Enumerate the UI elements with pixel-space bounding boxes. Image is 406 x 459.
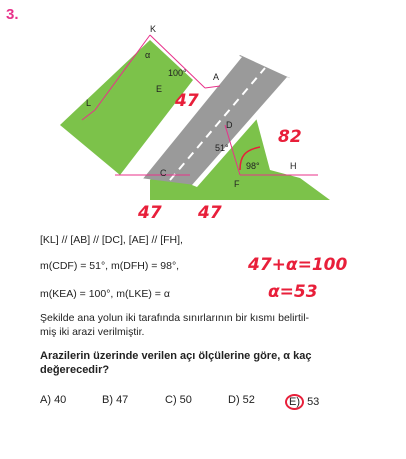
given-line-1: [KL] // [AB] // [DC], [AE] // [FH], xyxy=(40,234,183,246)
label-c: C xyxy=(160,168,167,178)
option-e-circle: E) xyxy=(285,394,304,410)
label-k: K xyxy=(150,24,157,34)
label-h: H xyxy=(290,161,297,171)
given-line-2: m(CDF) = 51°, m(DFH) = 98°, xyxy=(40,260,180,272)
handwritten-47-left: 47 xyxy=(138,203,162,223)
question-paragraph: Şekilde ana yolun iki tarafında sınırlarının bir kısmı belirtil- miş iki arazi verilmiştir. xyxy=(40,312,310,338)
label-a: A xyxy=(213,72,220,82)
question-number: 3. xyxy=(6,6,19,23)
label-f: F xyxy=(234,179,240,189)
handwritten-47-top: 47 xyxy=(175,91,199,111)
option-b[interactable]: B) 47 xyxy=(102,394,129,406)
label-l: L xyxy=(86,98,92,108)
geometry-figure xyxy=(0,0,406,225)
option-c[interactable]: C) 50 xyxy=(165,394,192,406)
handwritten-equation-2: α=53 xyxy=(268,282,318,302)
handwritten-82: 82 xyxy=(278,127,302,147)
option-a[interactable]: A) 40 xyxy=(40,394,67,406)
handwritten-equation-1: 47+α=100 xyxy=(248,255,348,275)
label-angle-100: 100° xyxy=(168,68,187,78)
given-line-3: m(KEA) = 100°, m(LKE) = α xyxy=(40,288,170,300)
option-e[interactable]: E) 53 xyxy=(285,394,319,410)
question-prompt: Arazilerin üzerinde verilen açı ölçülerine göre, α kaç değerecedir? xyxy=(40,350,312,376)
label-d: D xyxy=(226,120,233,130)
option-d[interactable]: D) 52 xyxy=(228,394,255,406)
handwritten-47-right: 47 xyxy=(198,203,222,223)
label-e: E xyxy=(156,84,163,94)
label-angle-51: 51° xyxy=(215,143,229,153)
label-alpha: α xyxy=(145,50,151,60)
label-angle-98: 98° xyxy=(246,161,260,171)
